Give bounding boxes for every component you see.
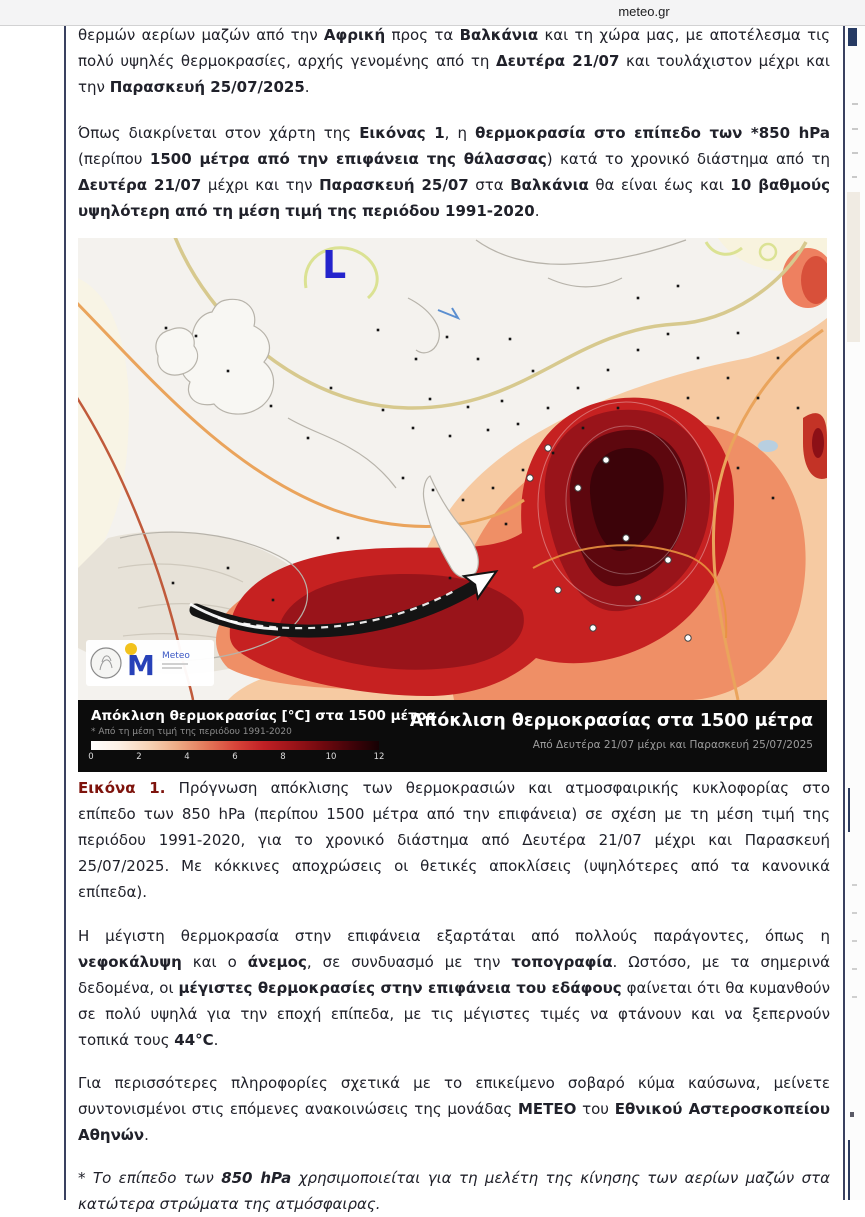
browser-title-bar: [0, 0, 865, 26]
minimap-scroll-strip[interactable]: [846, 25, 865, 1200]
minimap-mark: [847, 192, 860, 342]
legend-right-title: Απόκλιση θερμοκρασίας στα 1500 μέτρα: [409, 711, 813, 731]
legend-tick-label: 10: [325, 752, 337, 762]
paragraph-more-info: Για περισσότερες πληροφορίες σχετικά με το επικείμενο σοβαρό κύμα καύσωνα, μείνετε συντονισμένοι στις επόμενες ανακοινώσεις της μονάδας ΜΕΤΕΟ του Εθνικού Αστεροσκοπείου Αθηνών.: [78, 1074, 830, 1144]
anomaly-map-image: [78, 238, 827, 700]
page-title: meteo.gr: [618, 4, 670, 19]
figure-caption: Εικόνα 1. Πρόγνωση απόκλισης των θερμοκρασιών και ατμοσφαιρικής κυκλοφορίας στο επίπεδο των 850 hPa (περίπου 1500 μέτρα από την επιφάνεια) σε σχέση με τη μέση τιμή της περιόδου 1991-2020, για το χρονικό διάστημα από Δευτέρα 21/07 μέχρι και Παρασκευή 25/07/2025. Με κόκκινες αποχρώσεις οι θετικές αποκλίσεις (υψηλότερες από τα κανονικά επίπεδα).: [78, 779, 830, 901]
paragraph-forecast: Όπως διακρίνεται στον χάρτη της Εικόνας 1, η θερμοκρασία στο επίπεδο των *850 hPa (περίπου 1500 μέτρα από την επιφάνεια της θάλασσας) κατά το χρονικό διάστημα από τη Δευτέρα 21/07 μέχρι και την Παρασκευή 25/07 στα Βαλκάνια θα είναι έως και 10 βαθμούς υψηλότερη από τη μέση τιμή της περιόδου 1991-2020.: [78, 124, 830, 220]
minimap-mark: [848, 1140, 850, 1200]
legend-tick-label: 12: [373, 752, 385, 762]
legend-tick-label: 4: [184, 752, 190, 762]
meteo-logo-m-icon: M: [127, 649, 155, 682]
minimap-mark: [852, 912, 857, 914]
legend-title: Απόκλιση θερμοκρασίας [°C] στα 1500 μέτρα: [91, 708, 436, 724]
minimap-mark: [852, 103, 858, 105]
minimap-mark: [852, 996, 857, 998]
legend-tick-label: 8: [280, 752, 286, 762]
minimap-mark: [852, 884, 857, 886]
logo-box: [86, 640, 214, 686]
legend-ticks: [88, 752, 391, 765]
map-legend-bar: [78, 700, 827, 772]
minimap-mark: [848, 28, 857, 46]
minimap-mark: [848, 788, 850, 832]
low-pressure-label: [322, 243, 346, 287]
legend-tick-label: 2: [136, 752, 142, 762]
observatory-emblem-icon: [91, 648, 121, 678]
legend-note: * Από τη μέση τιμή της περιόδου 1991-2020: [91, 727, 292, 737]
paragraph-intro: θερμών αερίων μαζών από την Αφρική προς τα Βαλκάνια και τη χώρα μας, με αποτέλεσμα τις πολύ υψηλές θερμοκρασίες, αρχής γενομένης από τη Δευτέρα 21/07 και τουλάχιστον μέχρι και την Παρασκευή 25/07/2025.: [78, 26, 830, 96]
minimap-mark: [852, 176, 857, 178]
legend-right-subtitle: Από Δευτέρα 21/07 μέχρι και Παρασκευή 25/07/2025: [532, 739, 813, 751]
minimap-mark: [852, 152, 858, 154]
legend-color-scale: [91, 741, 379, 750]
minimap-mark: [852, 940, 857, 942]
legend-tick-label: 0: [88, 752, 94, 762]
minimap-mark: [852, 128, 858, 130]
figure-temperature-anomaly-map: [78, 238, 827, 772]
footnote-850hpa: * Το επίπεδο των 850 hPa χρησιμοποιείται για τη μελέτη της κίνησης των αερίων μαζών στα κατώτερα στρώματα της ατμόσφαιρας.: [78, 1169, 830, 1213]
paragraph-surface-temps: Η μέγιστη θερμοκρασία στην επιφάνεια εξαρτάται από πολλούς παράγοντες, όπως η νεφοκάλυψη και ο άνεμος, σε συνδυασμό με την τοπογραφία. Ωστόσο, με τα σημερινά δεδομένα, οι μέγιστες θερμοκρασίες στην επιφάνεια του εδάφους φαίνεται ότι θα κυμανθούν σε πολύ υψηλά για την εποχή επίπεδα, με τις μέγιστες τιμές να φτάνουν και να ξεπερνούν τοπικά τους 44°C.: [78, 927, 830, 1049]
meteo-logo-text: Meteo: [162, 651, 190, 661]
minimap-mark: [850, 1112, 854, 1117]
svg-text:L: L: [322, 243, 347, 287]
minimap-mark: [852, 968, 857, 970]
legend-tick-label: 6: [232, 752, 238, 762]
